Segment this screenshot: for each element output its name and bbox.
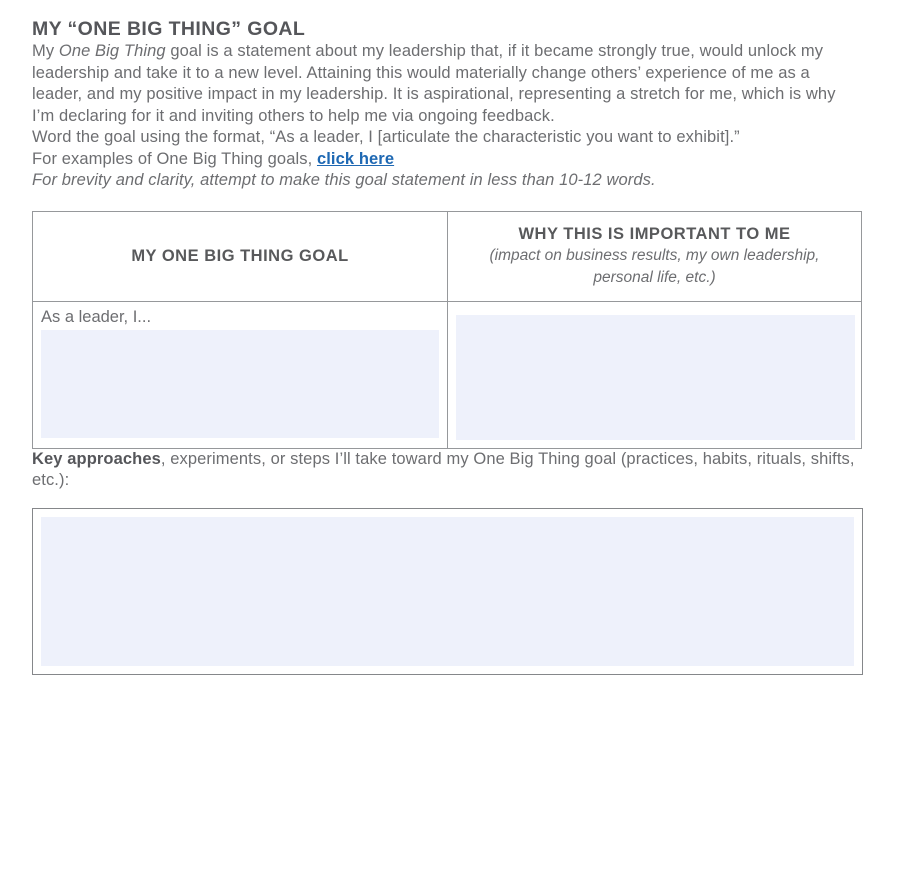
examples-line: [32, 149, 862, 171]
key-approaches-bold: Key approaches: [32, 449, 161, 468]
goal-prompt: As a leader, I...: [41, 307, 152, 326]
goal-column-header-cell: [33, 212, 447, 301]
intro-text-italic: One Big Thing: [58, 42, 166, 60]
intro-paragraph: [32, 41, 862, 127]
key-approaches-box: [32, 508, 863, 675]
importance-input-field[interactable]: [456, 315, 855, 440]
goal-table-body-row: [33, 302, 861, 448]
key-approaches-label: [32, 449, 862, 492]
intro-text-after: goal is a statement about my leadership that, if it became strongly true, would unlock my leadership and take it to a new level. Attaining this would materially change others’ experience of me as a leader, and my positive impact in my leadership. It is aspirational, representing a stretch for me, which is why I’m declaring for it and inviting others to help me via ongoing feedback.: [32, 42, 836, 125]
importance-column-header: WHY THIS IS IMPORTANT TO ME: [518, 224, 791, 243]
format-instruction: Word the goal using the format, “As a leader, I [articulate the characteristic you want to exhibit].”: [32, 128, 740, 146]
importance-cell: [447, 302, 861, 448]
goal-cell: [33, 302, 447, 448]
goal-input-field[interactable]: [41, 330, 439, 438]
goal-table: [32, 211, 862, 449]
page-title: MY “ONE BIG THING” GOAL: [32, 18, 306, 40]
goal-column-header: MY ONE BIG THING GOAL: [131, 247, 349, 265]
key-approaches-rest: , experiments, or steps I’ll take toward my One Big Thing goal (practices, habits, rituals, shifts, etc.):: [32, 449, 855, 489]
goal-table-header-row: [33, 212, 861, 302]
importance-column-header-cell: [447, 212, 861, 301]
click-here-link[interactable]: click here: [316, 149, 395, 168]
brevity-note: For brevity and clarity, attempt to make this goal statement in less than 10-12 words.: [32, 171, 656, 189]
worksheet-content: [32, 18, 862, 675]
examples-prefix: For examples of One Big Thing goals,: [32, 149, 317, 168]
key-approaches-input-field[interactable]: [41, 517, 854, 666]
importance-column-subheader: (impact on business results, my own leadership, personal life, etc.): [489, 246, 820, 286]
intro-text-before: My: [32, 42, 59, 60]
